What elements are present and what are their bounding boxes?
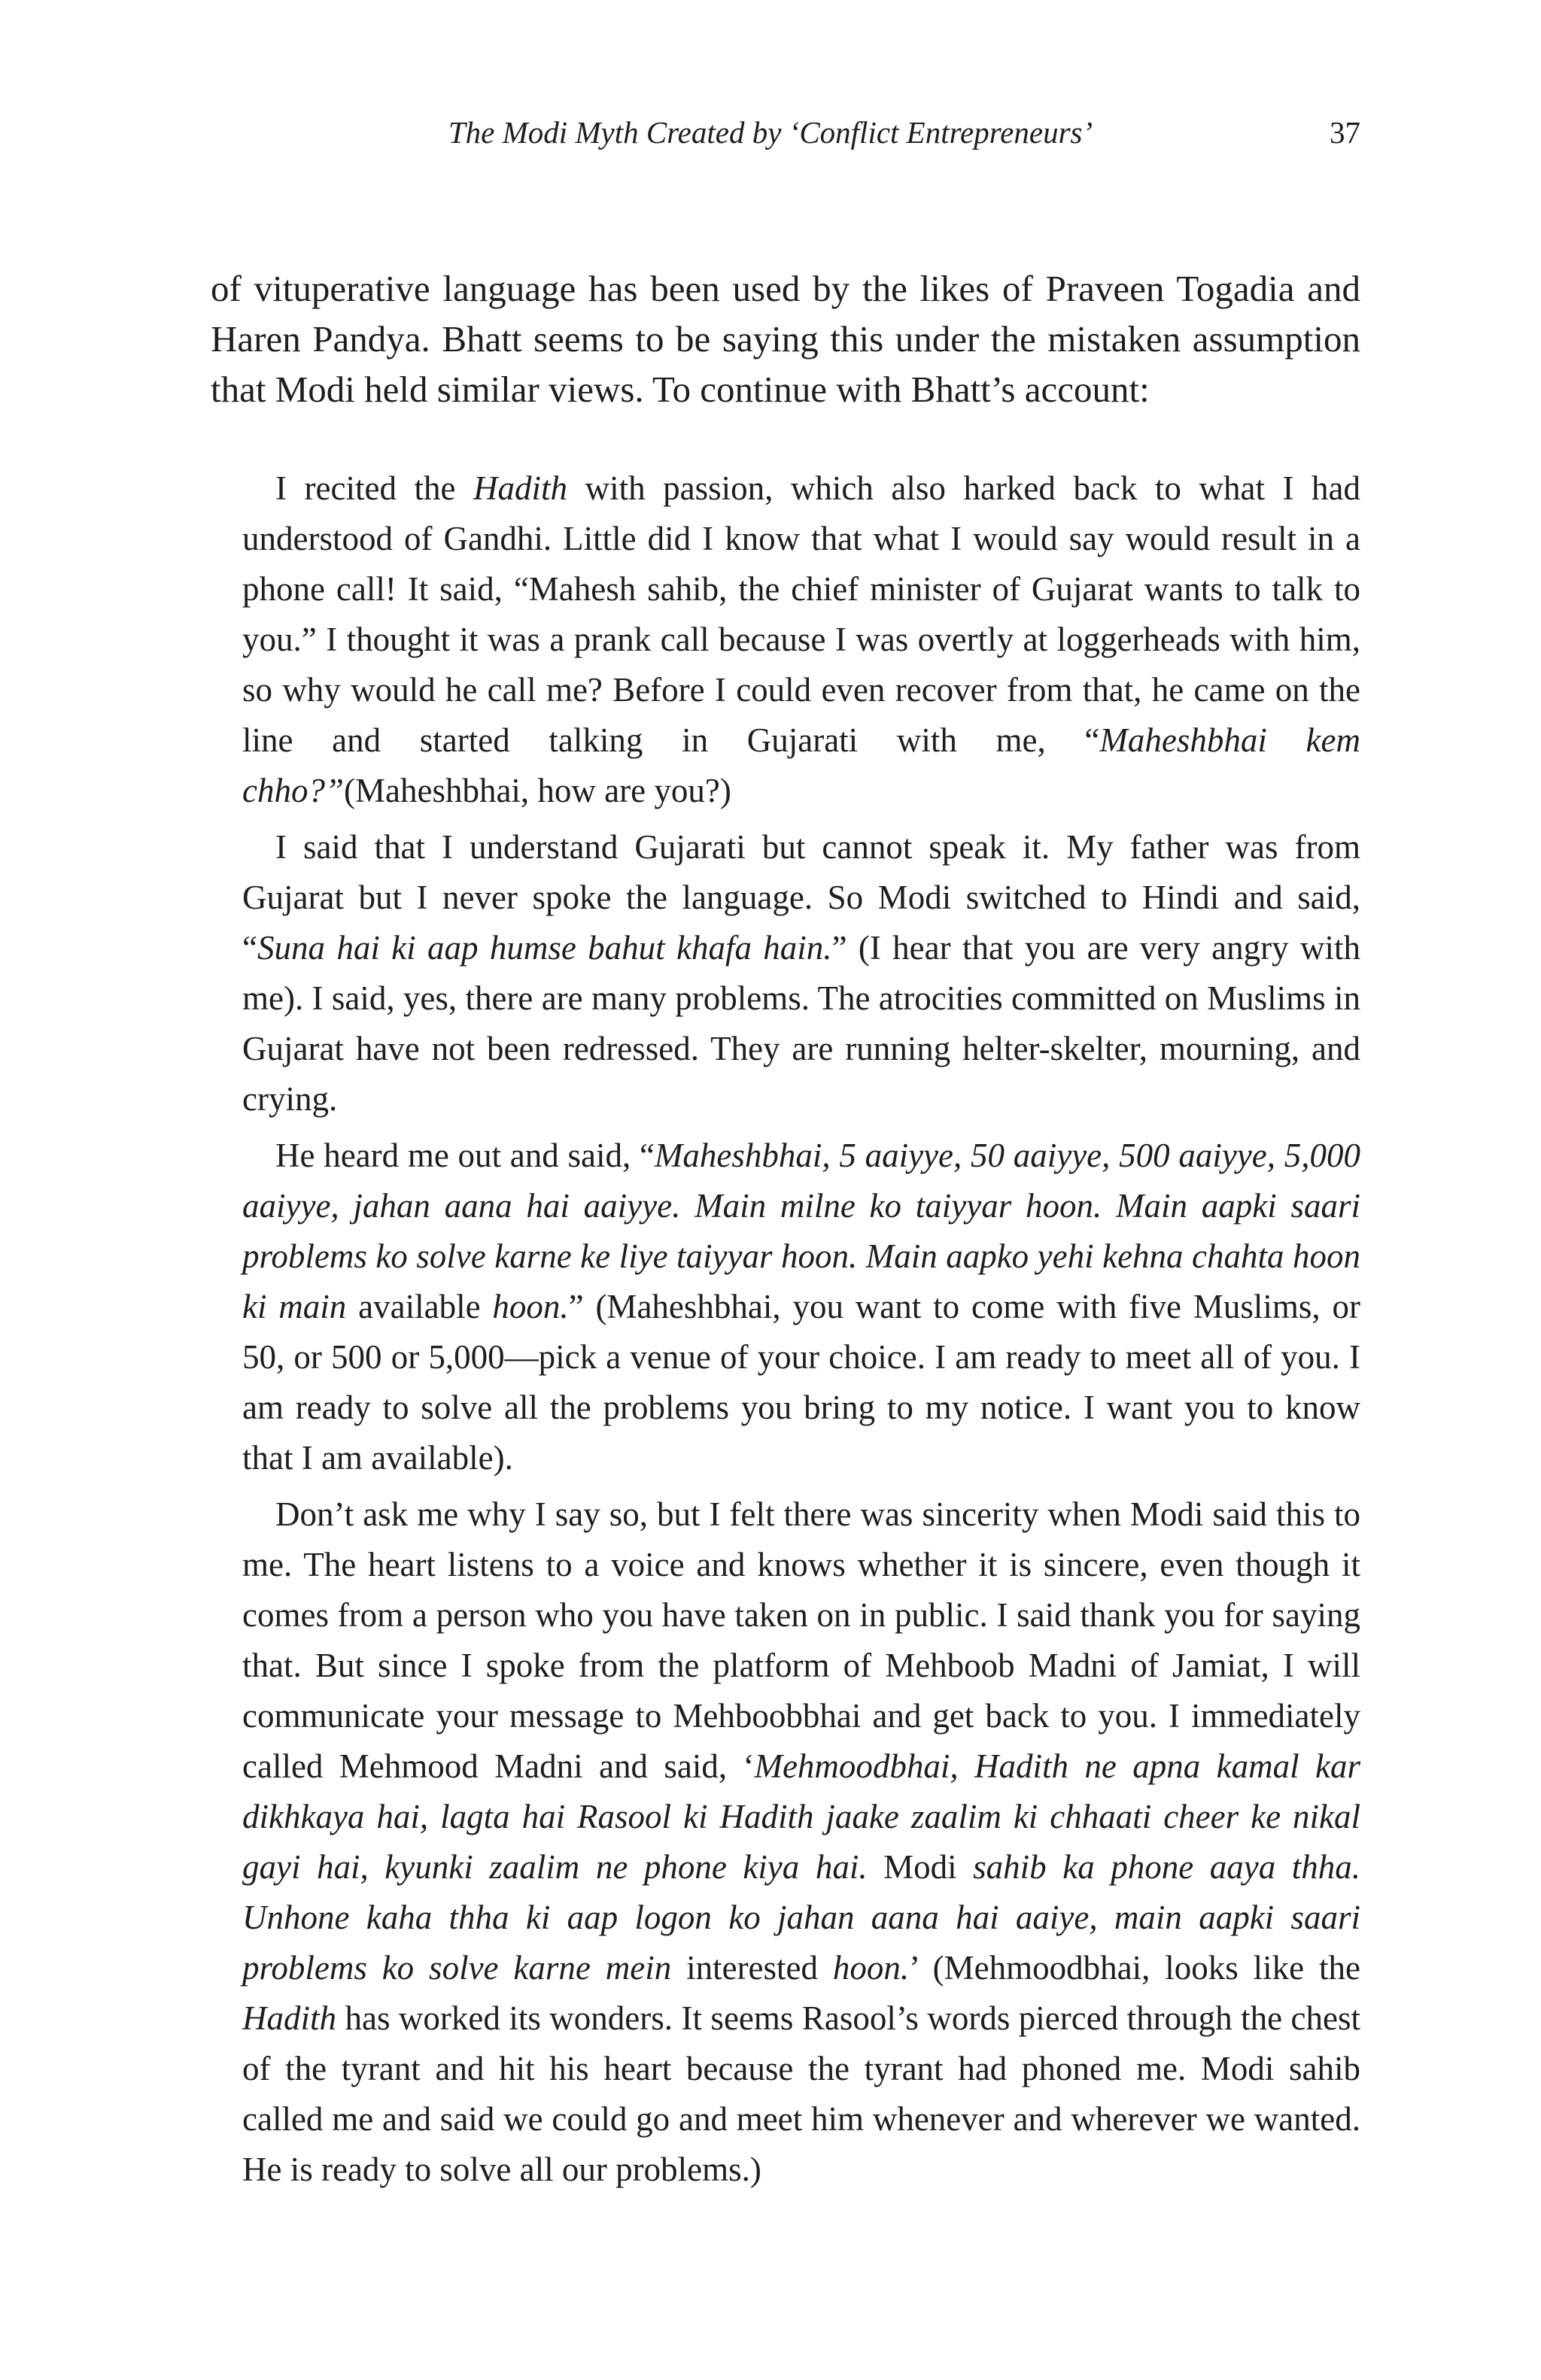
text-run: ” (I hear that you are very angry with me). I said, yes, there are many problems. The atrocities committed on Muslims in Gujarat have not been redressed. They are running helter-skelter, mourning, and crying. [242, 929, 1360, 1118]
text-run: Don’t ask me why I say so, but I felt there was sincerity when Modi said this to me. The heart listens to a voice and knows whether it is sincere, even though it comes from a person who you have taken on in public. I said thank you for saying that. But since I spoke from the platform of Mehboob Madni of Jamiat, I will communicate your message to Mehboobbhai and get back to you. I immediately called Mehmood Madni and said, ‘ [242, 1495, 1360, 1785]
text-run: with passion, which also harked back to what I had understood of Gandhi. Little did I know that what I would say would result in a phone call! It said, “Mahesh sahib, the chief minister of Gujarat wants to talk to you.” I thought it was a prank call because I was overtly at loggerheads with him, so why would he call me? Before I could even recover from that, he came on the line and started talking in Gujarati with me, “ [242, 469, 1361, 759]
italic-run: Mehmoodbhai, Hadith ne apna kamal kar dikhkaya hai, lagta hai Rasool ki Hadith jaake zaalim ki chhaati cheer ke nikal gayi hai, kyunki zaalim ne phone kiya hai. [242, 1747, 1360, 1886]
body-paragraph: of vituperative language has been used by the likes of Praveen Togadia and Haren Pandya. Bhatt seems to be saying this under the mistaken assumption that Modi held similar views. To continue with Bhatt’s account: [211, 268, 1360, 410]
text-run: I recited the [275, 469, 474, 507]
italic-run: Maheshbhai, 5 aaiyye, 50 aaiyye, 500 aaiyye, 5,000 aaiyye, jahan aana hai aaiyye. Main milne ko taiyyar hoon. Main aapki saari problems ko solve karne ke liye taiyyar hoon. Main aapko yehi kehna chahta hoon ki main [242, 1137, 1360, 1325]
text-run: ” (Maheshbhai, you want to come with five Muslims, or 50, or 500 or 5,000—pick a venue of your choice. I am ready to meet all of you. I am ready to solve all the problems you bring to my notice. I want you to know that I am available). [242, 1288, 1360, 1477]
block-quote [242, 463, 1360, 2195]
italic-run: Hadith [473, 469, 568, 507]
running-head [211, 114, 1360, 159]
italic-run: Hadith [242, 1999, 337, 2037]
text-run: I said that I understand Gujarati but cannot speak it. My father was from Gujarat but I never spoke the language. So Modi switched to Hindi and said, “ [242, 828, 1360, 967]
text-run: has worked its wonders. It seems Rasool’s words pierced through the chest of the tyrant and hit his heart because the tyrant had phoned me. Modi sahib called me and said we could go and meet him whenever and wherever we wanted. He is ready to solve all our problems.) [242, 1999, 1360, 2188]
quote-paragraph-1 [242, 463, 1360, 816]
italic-run: hoon. [492, 1288, 569, 1325]
text-run: ’ (Mehmoodbhai, looks like the [909, 1949, 1360, 1987]
quote-paragraph-3 [242, 1131, 1360, 1483]
italic-run: Maheshbhai kem chho?” [242, 721, 1360, 809]
quote-paragraph-4 [242, 1489, 1360, 2195]
italic-run: hoon. [832, 1949, 910, 1987]
page-number: 37 [1330, 115, 1360, 150]
text-run: available [346, 1288, 493, 1325]
quote-paragraph-2 [242, 822, 1360, 1125]
text-run: interested [671, 1949, 833, 1987]
italic-run: sahib ka phone aaya thha. Unhone kaha thha ki aap logon ko jahan aana hai aaiye, main aapki saari problems ko solve karne mein [242, 1848, 1361, 1987]
running-title: The Modi Myth Created by ‘Conflict Entrepreneurs’ [448, 115, 1093, 150]
text-run: He heard me out and said, “ [275, 1137, 655, 1174]
italic-run: Suna hai ki aap humse bahut khafa hain. [257, 929, 832, 967]
text-run: Modi [867, 1848, 974, 1886]
text-run: (Maheshbhai, how are you?) [344, 772, 731, 809]
